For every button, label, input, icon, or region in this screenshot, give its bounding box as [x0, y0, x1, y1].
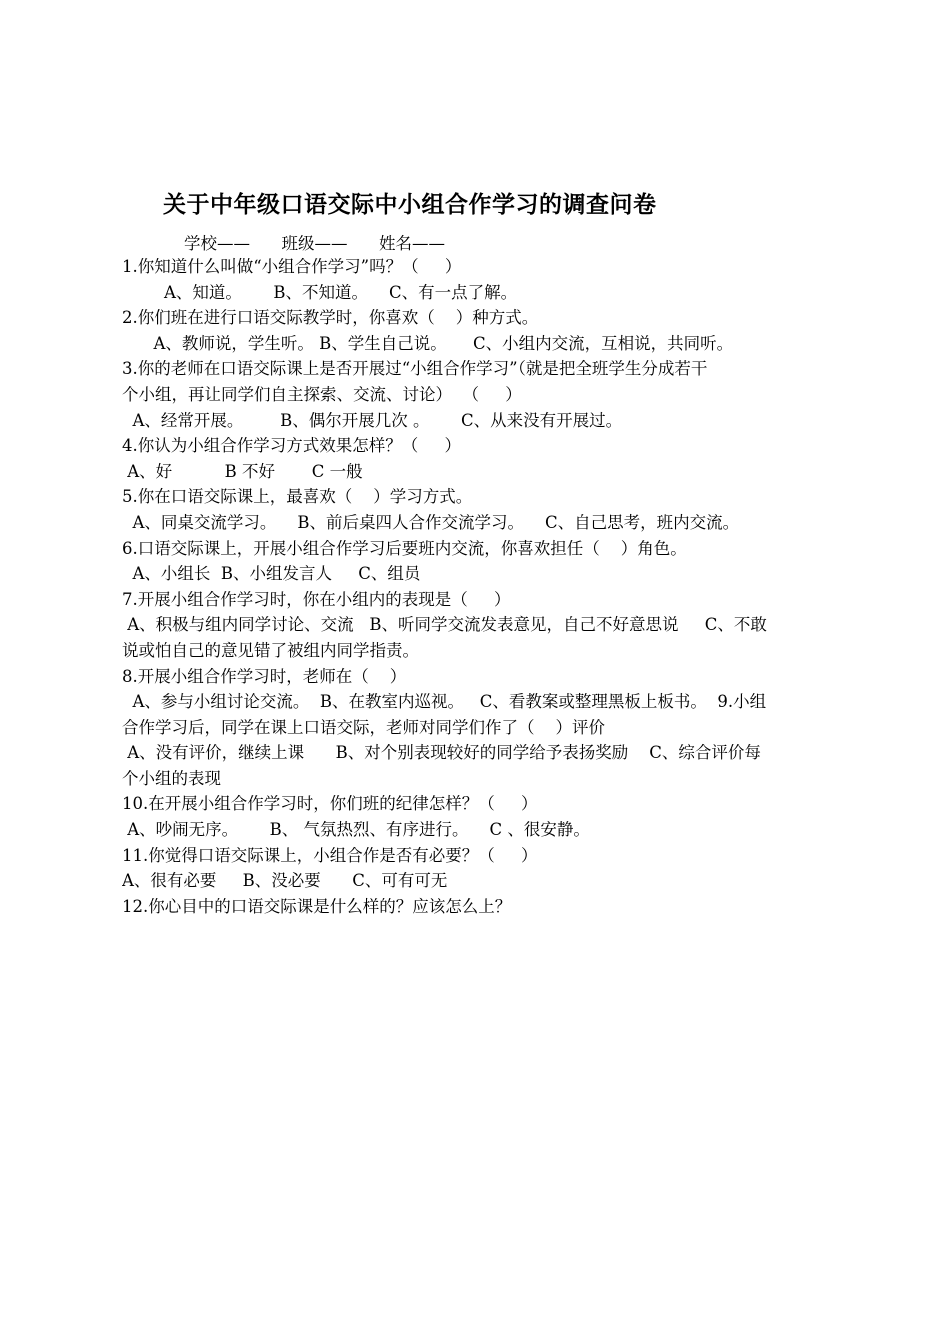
questionnaire-line: A、没有评价，继续上课 B、对个别表现较好的同学给予表扬奖励 C、综合评价每 — [122, 743, 761, 763]
questionnaire-line: 10.在开展小组合作学习时，你们班的纪律怎样？（ ） — [122, 794, 538, 814]
questionnaire-line: A、好 B 不好 C 一般 — [122, 461, 363, 481]
questionnaire-line: 3.你的老师在口语交际课上是否开展过“小组合作学习”（就是把全班学生分成若干 — [122, 359, 708, 379]
questionnaire-line: 8.开展小组合作学习时，老师在（ ） — [122, 666, 407, 686]
questionnaire-line: A、知道。 B、不知道。 C、有一点了解。 — [122, 282, 518, 302]
questionnaire-line: 说或怕自己的意见错了被组内同学指责。 — [122, 640, 419, 660]
questionnaire-line: 6.口语交际课上，开展小组合作学习后要班内交流，你喜欢担任（ ）角色。 — [122, 538, 687, 558]
questionnaire-line: A、积极与组内同学讨论、交流 B、听同学交流发表意见，自己不好意思说 C、不敢 — [122, 615, 767, 635]
questionnaire-line: A、吵闹无序。 B、 气氛热烈、有序进行。 C 、很安静。 — [122, 820, 590, 840]
questionnaire-line: 合作学习后，同学在课上口语交际，老师对同学们作了（ ）评价 — [122, 717, 605, 737]
page-title: 关于中年级口语交际中小组合作学习的调查问卷 — [163, 192, 657, 218]
questionnaire-line: 7.开展小组合作学习时，你在小组内的表现是（ ） — [122, 589, 511, 609]
questionnaire-line: A、小组长 B、小组发言人 C、组员 — [122, 564, 421, 584]
questionnaire-body — [122, 254, 834, 919]
questionnaire-line: A、参与小组讨论交流。 B、在教室内巡视。 C、看教案或整理黑板上板书。 9.小组 — [122, 692, 767, 712]
questionnaire-line: 5.你在口语交际课上，最喜欢（ ）学习方式。 — [122, 487, 473, 507]
questionnaire-line: 个小组，再让同学们自主探索、交流、讨论） （ ） — [122, 384, 522, 404]
questionnaire-line: 4.你认为小组合作学习方式效果怎样？（ ） — [122, 436, 461, 456]
student-info-line: 学校—— 班级—— 姓名—— — [184, 234, 445, 253]
questionnaire-line: 1.你知道什么叫做“小组合作学习”吗？（ ） — [122, 257, 462, 276]
questionnaire-line: A、经常开展。 B、偶尔开展几次 。 C、从来没有开展过。 — [122, 410, 623, 430]
questionnaire-line: A、同桌交流学习。 B、前后桌四人合作交流学习。 C、自己思考，班内交流。 — [122, 512, 740, 532]
questionnaire-line: 11.你觉得口语交际课上，小组合作是否有必要？（ ） — [122, 845, 538, 865]
questionnaire-line: A、教师说，学生听。 B、学生自己说。 C、小组内交流，互相说，共同听。 — [122, 333, 734, 353]
questionnaire-line: A、很有必要 B、没必要 C、可有可无 — [122, 871, 448, 891]
questionnaire-line: 12.你心目中的口语交际课是什么样的？应该怎么上？ — [122, 896, 512, 916]
questionnaire-line: 个小组的表现 — [122, 768, 221, 788]
questionnaire-line: 2.你们班在进行口语交际教学时，你喜欢（ ）种方式。 — [122, 308, 539, 328]
